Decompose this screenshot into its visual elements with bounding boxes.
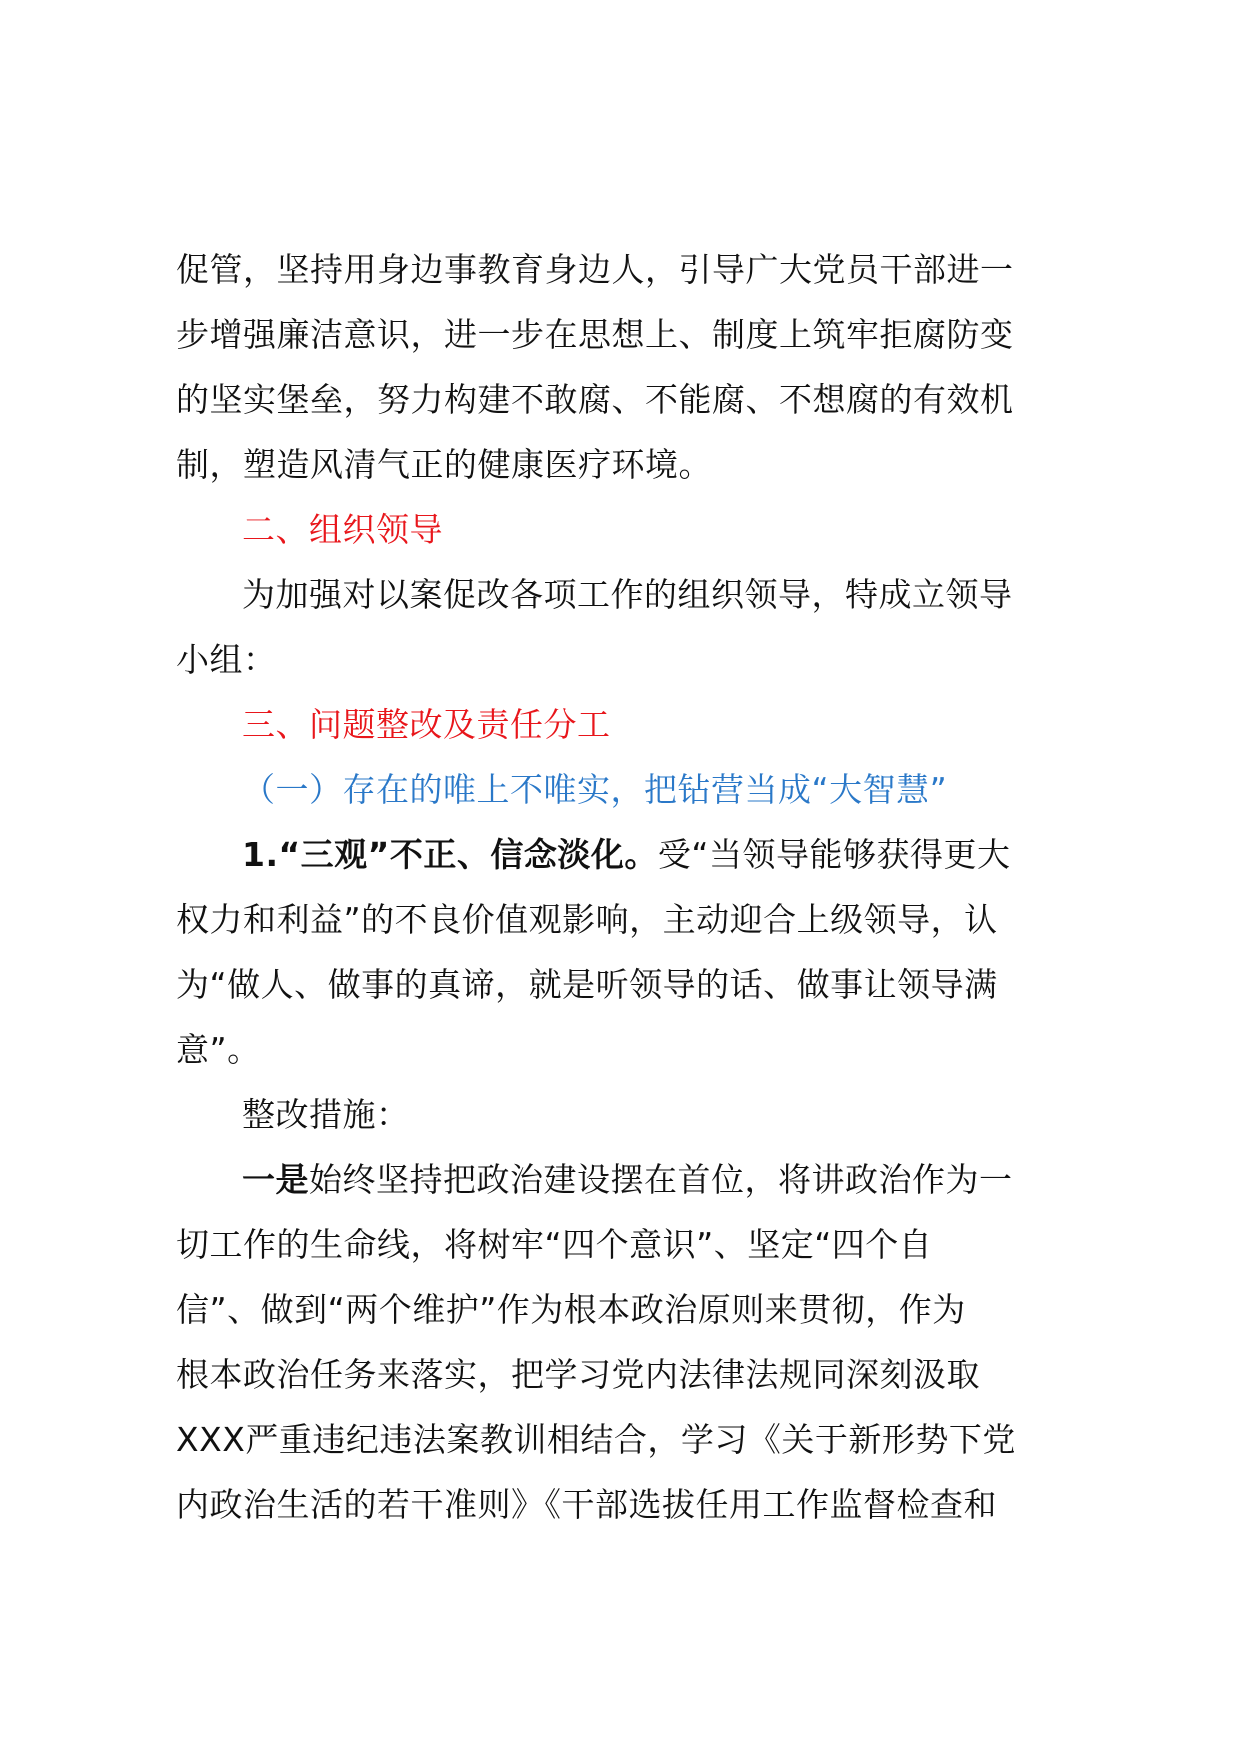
para2-line-2: 小组： xyxy=(176,640,277,679)
measure1-line-6: 内政治生活的若干准则》《干部选拔任用工作监督检查和 xyxy=(176,1485,997,1524)
measure1-line-1 xyxy=(176,1147,1096,1212)
measure1-line-4: 根本政治任务来落实，把学习党内法律法规同深刻汲取 xyxy=(176,1355,980,1394)
measure1-bold-lead: 一是 xyxy=(242,1160,309,1199)
measure1-line-3: 信”、做到“两个维护”作为根本政治原则来贯彻，作为 xyxy=(176,1290,966,1329)
para2-line-1: 为加强对以案促改各项工作的组织领导，特成立领导 xyxy=(242,575,1013,614)
item1-line-4: 意”。 xyxy=(176,1030,261,1069)
measure1-line1-rest: 始终坚持把政治建设摆在首位，将讲政治作为一 xyxy=(309,1160,1013,1199)
document-body xyxy=(176,237,1096,1537)
subsection-heading-1: （一）存在的唯上不唯实，把钻营当成“大智慧” xyxy=(242,770,948,809)
intro-line-1: 促管，坚持用身边事教育身边人，引导广大党员干部进一 xyxy=(176,250,1014,289)
item1-line-2: 权力和利益”的不良价值观影响，主动迎合上级领导，认 xyxy=(176,900,998,939)
intro-line-2: 步增强廉洁意识，进一步在思想上、制度上筑牢拒腐防变 xyxy=(176,315,1014,354)
intro-line-3: 的坚实堡垒，努力构建不敢腐、不能腐、不想腐的有效机 xyxy=(176,380,1014,419)
item1-bold-lead: 1.“三观”不正、信念淡化。 xyxy=(242,835,658,874)
intro-line-4: 制，塑造风清气正的健康医疗环境。 xyxy=(176,445,712,484)
measure1-line-5: XXX严重违纪违法案教训相结合，学习《关于新形势下党 xyxy=(176,1420,1016,1459)
item1-line-1 xyxy=(176,822,1096,887)
section-heading-organization: 二、组织领导 xyxy=(242,510,443,549)
measure1-line-2: 切工作的生命线，将树牢“四个意识”、坚定“四个自 xyxy=(176,1225,933,1264)
item1-line1-rest: 受“当领导能够获得更大 xyxy=(657,835,1011,874)
section-heading-rectification: 三、问题整改及责任分工 xyxy=(242,705,611,744)
measures-label: 整改措施： xyxy=(242,1095,410,1134)
item1-line-3: 为“做人、做事的真谛，就是听领导的话、做事让领导满 xyxy=(176,965,998,1004)
